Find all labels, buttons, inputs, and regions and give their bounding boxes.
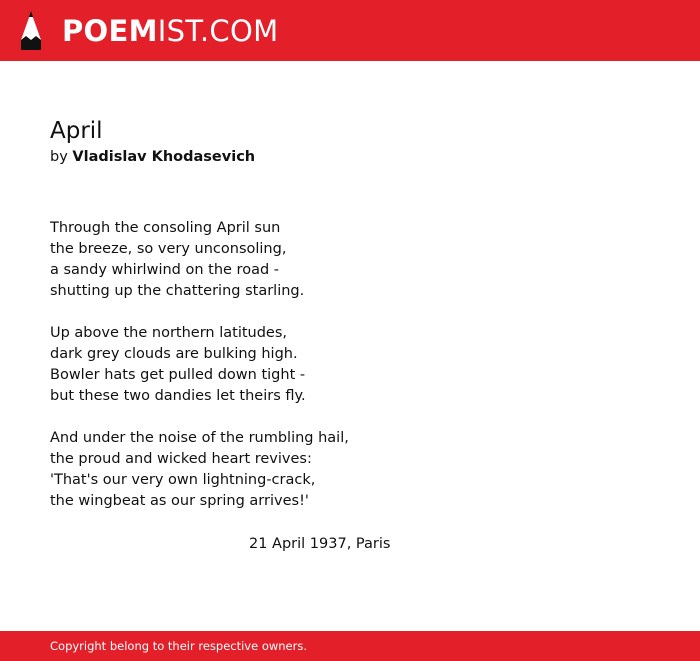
poem-line: the breeze, so very unconsoling, — [50, 241, 287, 257]
poem-line: Up above the northern latitudes, — [50, 325, 288, 341]
copyright-text: Copyright belong to their respective owners. — [50, 639, 308, 653]
site-logo[interactable] — [62, 13, 278, 49]
poem-line: shutting up the chattering starling. — [50, 283, 305, 299]
stanza — [50, 428, 650, 512]
stanza — [50, 323, 650, 407]
logo-bold-text: POEM — [62, 14, 158, 48]
poem-title: April — [50, 118, 103, 144]
poem-line: the wingbeat as our spring arrives!' — [50, 493, 309, 509]
pencil-tip-icon — [18, 10, 44, 52]
poem-line: a sandy whirlwind on the road - — [50, 262, 279, 278]
poem-line: but these two dandies let theirs fly. — [50, 388, 306, 404]
poem-line: 'That's our very own lightning-crack, — [50, 472, 316, 488]
poem-line: Through the consoling April sun — [50, 220, 281, 236]
by-label: by — [50, 149, 68, 165]
poem-line: the proud and wicked heart revives: — [50, 451, 312, 467]
poem-line: dark grey clouds are bulking high. — [50, 346, 298, 362]
author-name: Vladislav Khodasevich — [72, 149, 256, 165]
byline — [50, 147, 650, 168]
poem-line: And under the noise of the rumbling hail, — [50, 430, 349, 446]
site-footer — [0, 631, 700, 661]
date-place: 21 April 1937, Paris — [249, 536, 391, 552]
site-header — [0, 0, 700, 61]
stanza — [50, 218, 650, 302]
logo-light-text: IST.COM — [157, 14, 279, 48]
poem-content — [50, 116, 650, 533]
poem-line: Bowler hats get pulled down tight - — [50, 367, 306, 383]
poem-body — [50, 218, 650, 512]
